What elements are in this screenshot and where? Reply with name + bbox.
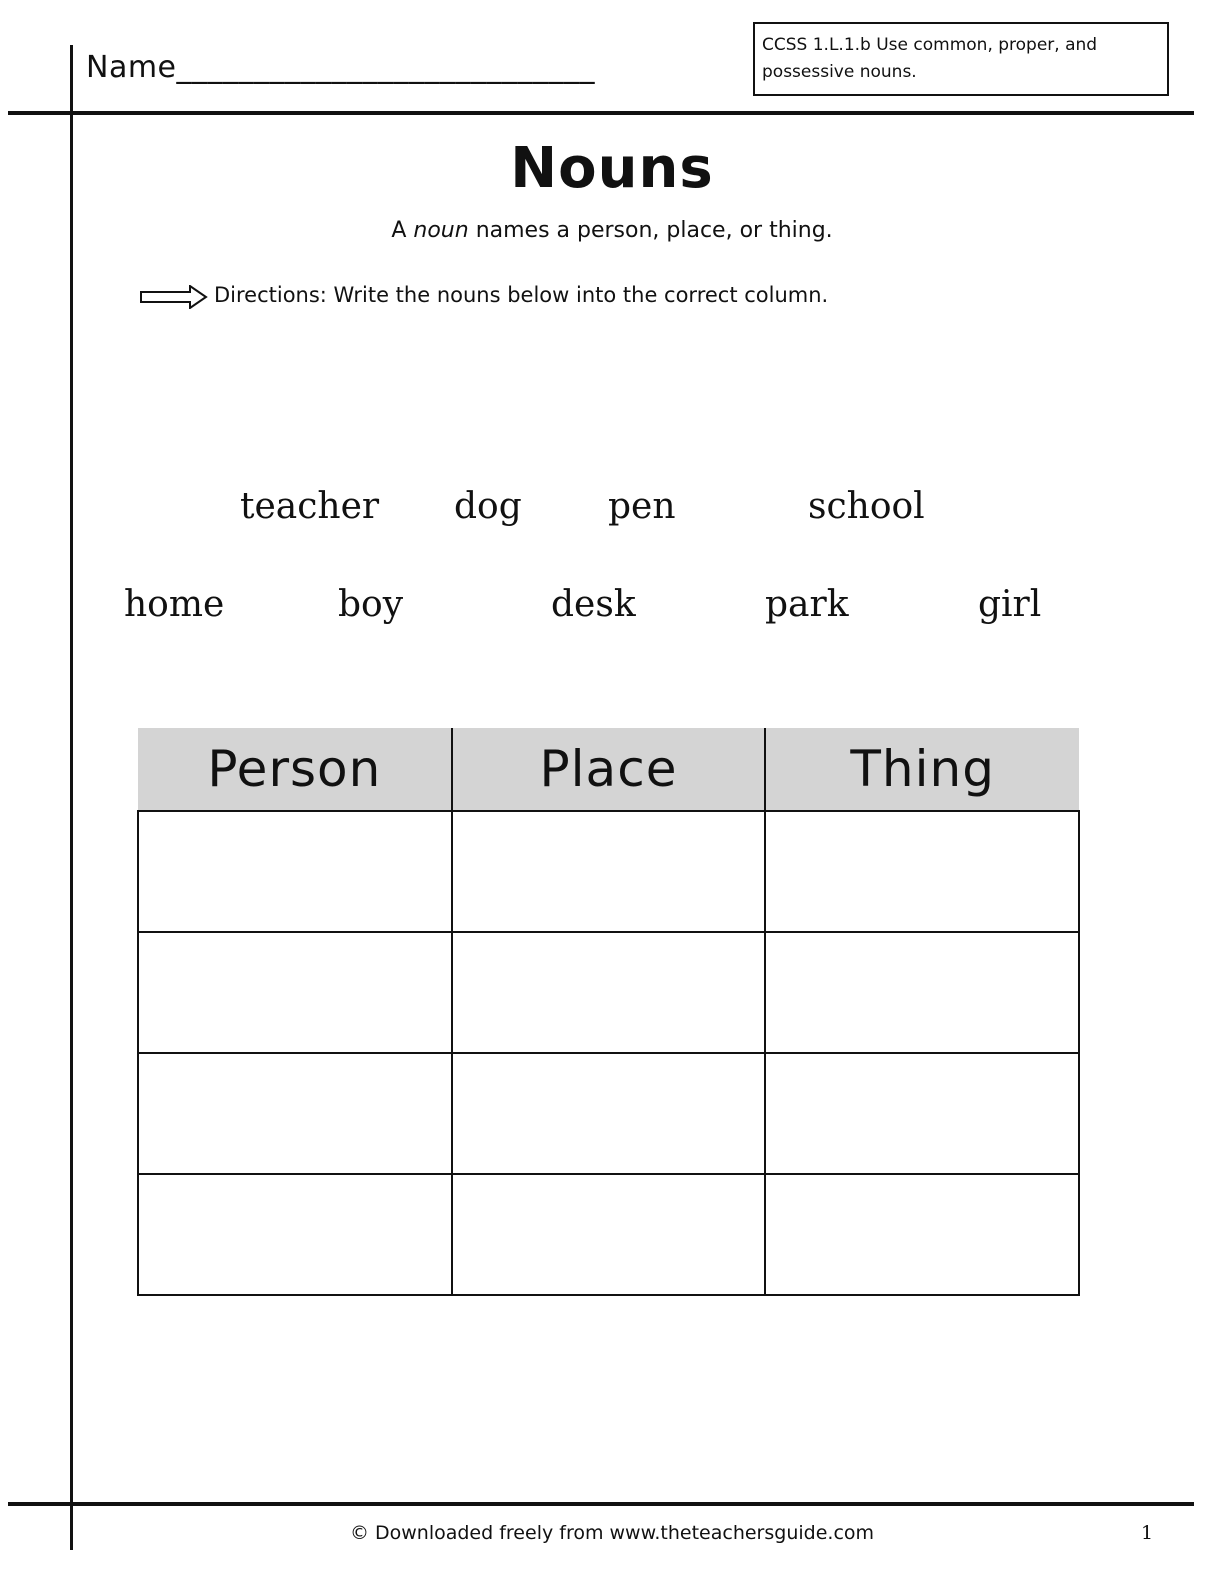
left-margin-line <box>70 45 73 1550</box>
table-row <box>138 1053 1079 1174</box>
column-header-thing: Thing <box>765 728 1079 811</box>
answer-cell[interactable] <box>765 811 1079 932</box>
column-header-person: Person <box>138 728 452 811</box>
word-bank-item: boy <box>338 584 404 625</box>
answer-cell[interactable] <box>138 1174 452 1295</box>
header-rule <box>8 111 1194 115</box>
definition <box>0 218 1224 243</box>
page-title: Nouns <box>510 136 714 201</box>
table-row <box>138 1174 1079 1295</box>
definition-suffix: names a person, place, or thing. <box>475 218 833 243</box>
answer-cell[interactable] <box>452 1053 766 1174</box>
answer-cell[interactable] <box>765 1053 1079 1174</box>
answer-cell[interactable] <box>138 1053 452 1174</box>
answer-cell[interactable] <box>138 811 452 932</box>
word-bank-item: teacher <box>240 486 380 527</box>
word-bank-item: girl <box>978 584 1042 625</box>
table-header-row <box>138 728 1079 811</box>
word-bank-item: school <box>808 486 925 527</box>
answer-cell[interactable] <box>452 932 766 1053</box>
footer-credit: © Downloaded freely from www.theteachersguide.com <box>349 1522 875 1544</box>
word-bank-item: home <box>124 584 225 625</box>
name-label: Name___________________________ <box>86 50 596 85</box>
answer-cell[interactable] <box>765 932 1079 1053</box>
answer-cell[interactable] <box>452 811 766 932</box>
word-bank-item: desk <box>551 584 636 625</box>
answer-cell[interactable] <box>138 932 452 1053</box>
answer-cell[interactable] <box>765 1174 1079 1295</box>
table-row <box>138 811 1079 932</box>
word-bank-item: park <box>765 584 849 625</box>
word-bank-item: pen <box>608 486 676 527</box>
directions: Directions: Write the nouns below into the correct column. <box>214 283 829 307</box>
definition-emphasis: noun <box>413 218 469 243</box>
sorting-table <box>137 728 1080 1296</box>
standard-box: CCSS 1.L.1.b Use common, proper, and possessive nouns. <box>753 22 1169 96</box>
word-bank-item: dog <box>454 486 522 527</box>
answer-cell[interactable] <box>452 1174 766 1295</box>
footer-rule <box>8 1502 1194 1506</box>
table-row <box>138 932 1079 1053</box>
arrow-right-icon <box>140 285 208 309</box>
page-number: 1 <box>1141 1522 1154 1544</box>
column-header-place: Place <box>452 728 766 811</box>
definition-prefix: A <box>391 218 407 243</box>
